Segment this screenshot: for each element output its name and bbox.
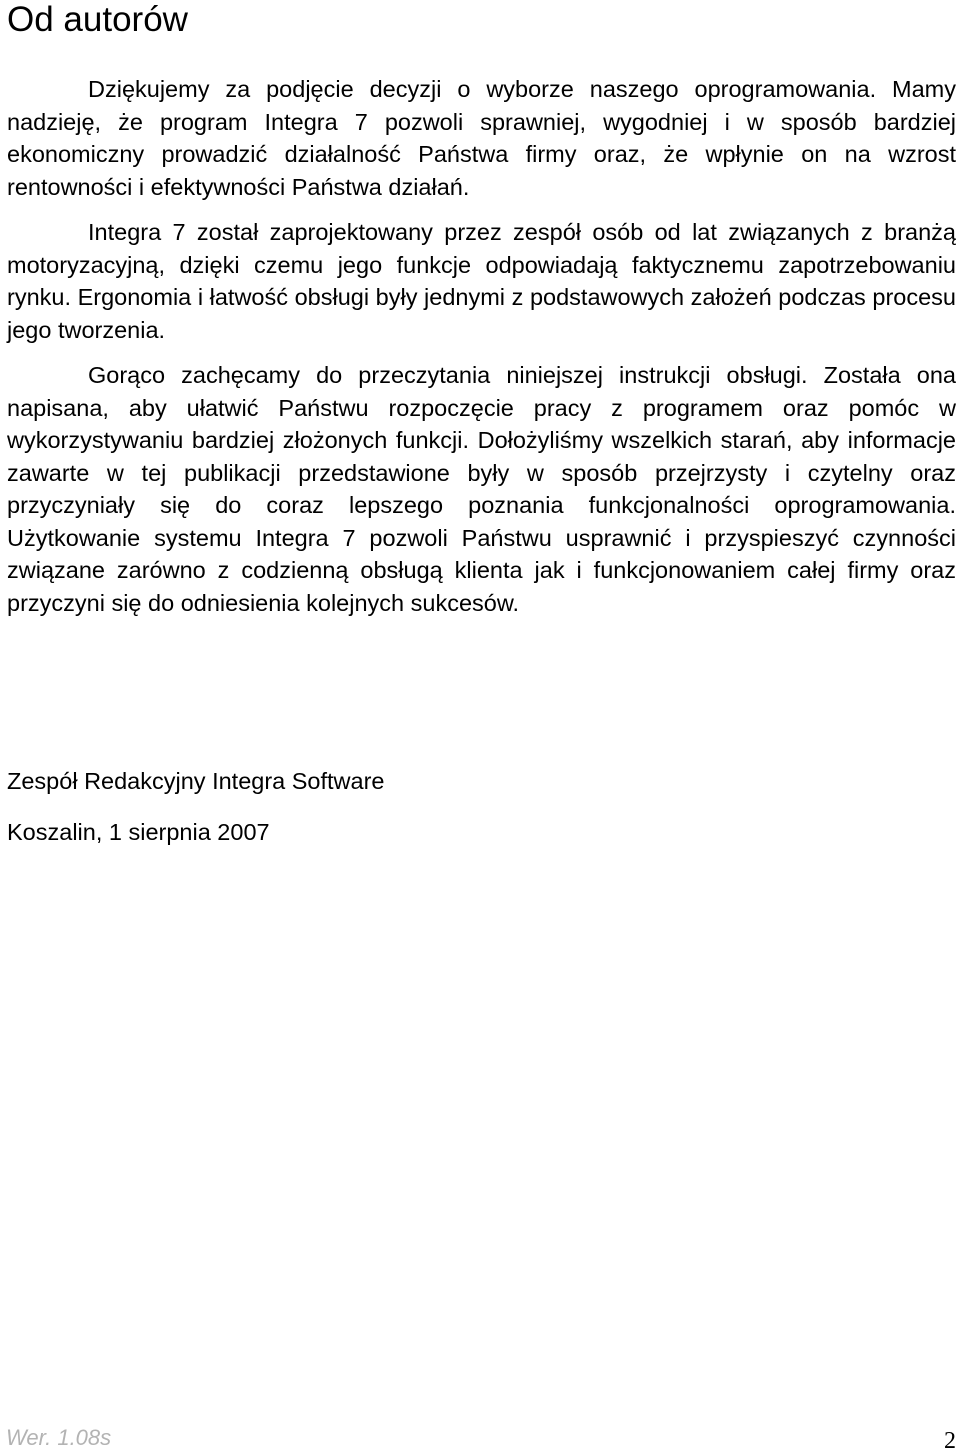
signature-team: Zespół Redakcyjny Integra Software [7, 768, 385, 794]
page-number: 2 [944, 1428, 956, 1454]
paragraph-about-manual: Gorąco zachęcamy do przeczytania niniejszej instrukcji obsługi. Została ona napisana, aby ułatwić Państwu rozpoczęcie pracy z programem oraz pomóc w wykorzystywaniu bardziej złożonych funkcji. Dołożyliśmy wszelkich starań, aby informacje zawarte w tej publikacji przedstawione były w sposób przejrzysty i czytelny oraz przyczyniały się do coraz lepszego poznania funkcjonalności oprogramowania. Użytkowanie systemu Integra 7 pozwoli Państwu usprawnić i przyspieszyć czynności związane zarówno z codzienną obsługą klienta jak i funkcjonowaniem całej firmy oraz przyczyni się do odniesienia kolejnych sukcesów. [7, 362, 956, 616]
footer-version: Wer. 1.08s [6, 1425, 112, 1450]
document-body [7, 73, 956, 632]
signature-place-date: Koszalin, 1 sierpnia 2007 [7, 819, 270, 845]
paragraph-intro: Dziękujemy za podjęcie decyzji o wyborze naszego oprogramowania. Mamy nadzieję, że program Integra 7 pozwoli sprawniej, wygodniej i w sposób bardziej ekonomiczny prowadzić działalność Państwa firmy oraz, że wpłynie on na wzrost rentowności i efektywności Państwa działań. [7, 76, 956, 200]
page-title: Od autorów [7, 0, 188, 39]
paragraph-about-product: Integra 7 został zaprojektowany przez zespół osób od lat związanych z branżą motoryzacyjną, dzięki czemu jego funkcje odpowiadają faktycznemu zapotrzebowaniu rynku. Ergonomia i łatwość obsługi były jednymi z podstawowych założeń podczas procesu jego tworzenia. [7, 219, 956, 343]
